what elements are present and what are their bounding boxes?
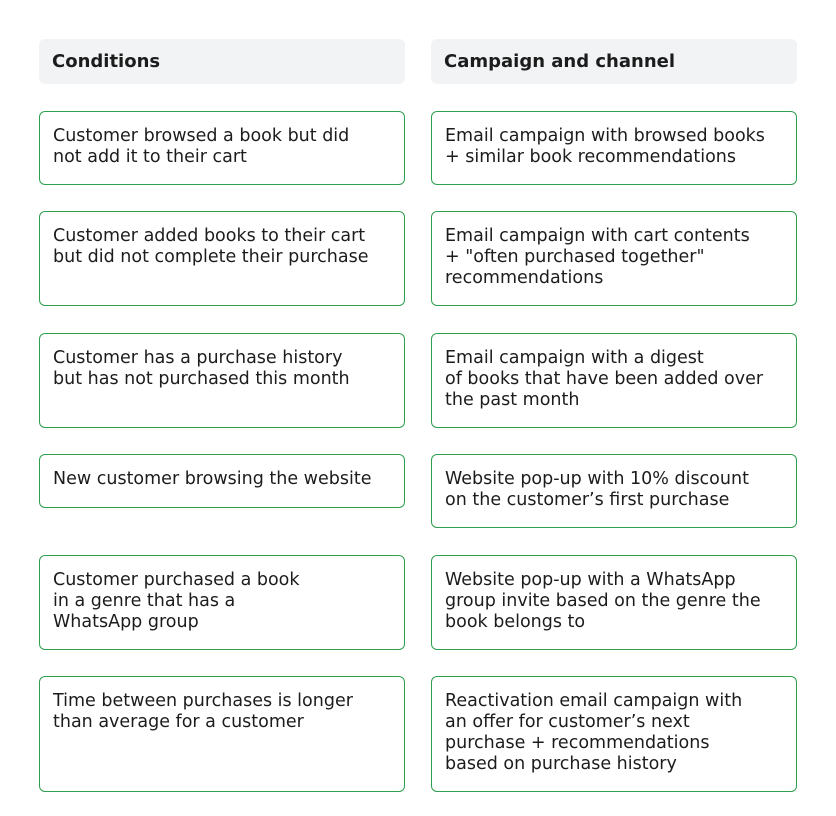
campaign-card: Email campaign with browsed books + similar book recommendations	[431, 111, 797, 185]
condition-card: Customer added books to their cart but did not complete their purchase	[39, 211, 405, 306]
campaign-card: Email campaign with a digest of books that have been added over the past month	[431, 333, 797, 428]
campaign-card: Website pop-up with 10% discount on the customer’s first purchase	[431, 454, 797, 528]
condition-card: New customer browsing the website	[39, 454, 405, 508]
campaign-card: Reactivation email campaign with an offer for customer’s next purchase + recommendations based on purchase history	[431, 676, 797, 792]
campaign-header: Campaign and channel	[431, 39, 797, 84]
condition-card: Customer has a purchase history but has not purchased this month	[39, 333, 405, 428]
condition-card: Time between purchases is longer than average for a customer	[39, 676, 405, 792]
campaign-card: Email campaign with cart contents + "often purchased together" recommendations	[431, 211, 797, 306]
condition-card: Customer browsed a book but did not add it to their cart	[39, 111, 405, 185]
conditions-header: Conditions	[39, 39, 405, 84]
condition-card: Customer purchased a book in a genre that has a WhatsApp group	[39, 555, 405, 650]
campaign-card: Website pop-up with a WhatsApp group invite based on the genre the book belongs to	[431, 555, 797, 650]
